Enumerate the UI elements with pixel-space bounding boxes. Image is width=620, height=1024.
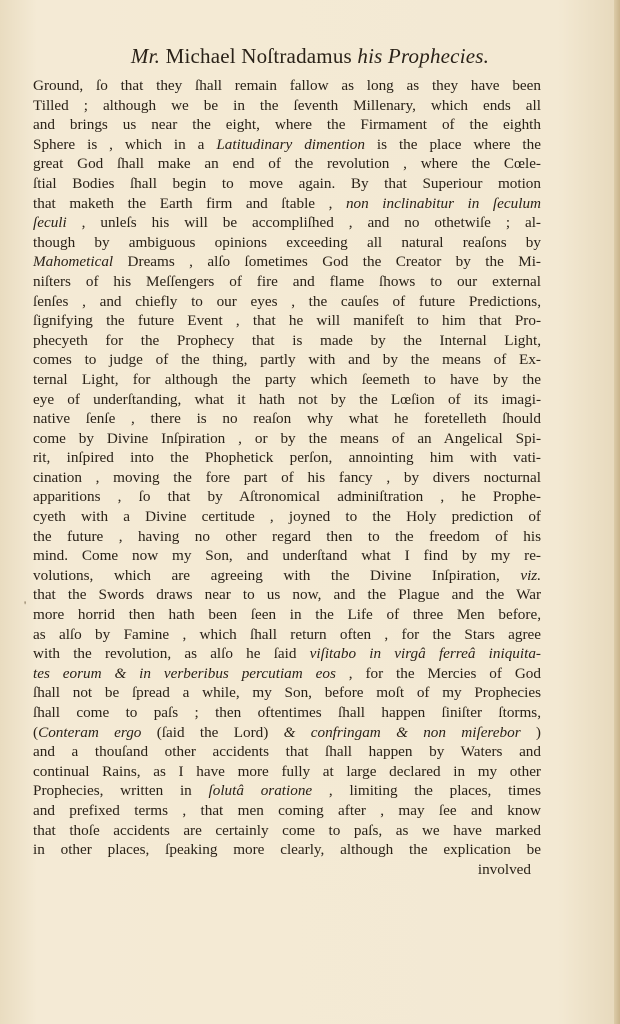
- text-run: apparitions , ſo that by Aſtronomical adminiſtration , he Prophe-: [33, 488, 541, 506]
- italic-text: tes eorum & in verberibus percutiam eos: [33, 664, 336, 682]
- text-line: [33, 683, 541, 703]
- text-run: mind. Come now my Son, and underſtand what I find by my re-: [33, 547, 541, 565]
- text-run: phecyeth for the Prophecy that is made by the Internal Light,: [33, 331, 541, 349]
- text-run: and prefixed terms , that men coming after , may ſee and know: [33, 801, 541, 819]
- text-run: great God ſhall make an end of the revolution , where the Cœle-: [33, 155, 541, 173]
- text-run: that thoſe accidents are certainly come to paſs, as we have marked: [33, 821, 541, 839]
- text-run: native ſenſe , there is no reaſon why what he foretelleth ſhould: [33, 410, 541, 428]
- text-run: Sphere is , which in a: [33, 135, 217, 153]
- text-line: [33, 429, 541, 449]
- text-line: [33, 801, 541, 821]
- text-run: (ſaid the Lord): [141, 723, 284, 741]
- text-run: , unleſs his will be accompliſhed , and no othetwiſe ; al-: [66, 214, 541, 232]
- text-line: [33, 762, 541, 782]
- running-head-prefix: Mr.: [130, 44, 161, 68]
- text-line: [33, 507, 541, 527]
- text-line: [33, 370, 541, 390]
- text-run: , limiting the places, times: [312, 782, 541, 800]
- text-line: [33, 840, 541, 860]
- text-run: ſtial Bodies ſhall begin to move again. By that Superiour motion: [33, 174, 541, 192]
- text-run: Ground, ſo that they ſhall remain fallow as long as they have been: [33, 77, 541, 94]
- text-run: Tilled ; although we be in the ſeventh Millenary, which ends all: [33, 96, 541, 114]
- text-line: [33, 723, 541, 743]
- running-head: [0, 44, 620, 69]
- text-run: as alſo by Famine , which ſhall return often , for the Stars agree: [33, 625, 541, 643]
- text-run: rit, inſpired into the Phophetick perſon, annointing him with vati-: [33, 449, 541, 467]
- text-run: with the revolution, as alſo he ſaid: [33, 645, 310, 663]
- italic-text: viſitabo in virgâ ferreâ iniquita-: [309, 645, 541, 663]
- text-run: more horrid then hath been ſeen in the Life of three Men before,: [33, 606, 541, 624]
- text-run: and brings us near the eight, where the Firmament of the eighth: [33, 116, 541, 134]
- text-line: [33, 585, 541, 605]
- text-run: (: [33, 723, 39, 741]
- text-line: [33, 566, 541, 586]
- margin-mark: ': [24, 598, 27, 612]
- text-run: though by ambiguous opinions exceeding all natural reaſons by: [33, 233, 541, 251]
- text-line: [33, 860, 541, 880]
- text-line: [33, 546, 541, 566]
- text-line: [33, 252, 541, 272]
- text-line: [33, 781, 541, 801]
- text-run: ſhall not be ſpread a while, my Son, before moſt of my Prophecies: [33, 684, 541, 702]
- text-line: [33, 350, 541, 370]
- text-line: [33, 468, 541, 488]
- text-run: Prophecies, written in: [33, 782, 209, 800]
- text-run: ſignifying the future Event , that he will manifeſt to him that Pro-: [33, 312, 541, 330]
- text-line: [33, 331, 541, 351]
- text-run: volutions, which are agreeing with the Divine Inſpiration,: [33, 566, 521, 584]
- text-line: [33, 605, 541, 625]
- text-run: ſenſes , and chiefly to our eyes , the cauſes of future Predictions,: [33, 292, 541, 310]
- italic-text: viz.: [520, 566, 541, 584]
- text-line: [33, 742, 541, 762]
- text-line: [33, 76, 541, 96]
- text-line: [33, 390, 541, 410]
- text-line: [33, 527, 541, 547]
- text-run: the future , having no other regard then to the freedom of his: [33, 527, 541, 545]
- text-line: [33, 487, 541, 507]
- text-line: [33, 154, 541, 174]
- text-line: [33, 96, 541, 116]
- text-run: that the Swords draws near to us now, and the Plague and the War: [33, 586, 541, 604]
- text-run: ): [520, 723, 541, 741]
- italic-text: ſolutâ oratione: [208, 782, 313, 800]
- text-line: [33, 272, 541, 292]
- text-line: [33, 409, 541, 429]
- italic-text: ſeculi: [33, 214, 67, 232]
- italic-text: Latitudinary dimention: [216, 135, 365, 153]
- text-run: ternal Light, for although the party which ſeemeth to have by the: [33, 370, 541, 388]
- running-head-suffix: his Prophecies.: [357, 44, 490, 68]
- italic-text: & confringam & non miſerebor: [283, 723, 521, 741]
- text-run: and a thouſand other accidents that ſhall happen by Waters and: [33, 743, 541, 761]
- text-run: niſters of his Meſſengers of fire and flame ſhows to our external: [33, 272, 541, 290]
- text-line: [33, 821, 541, 841]
- text-line: [33, 135, 541, 155]
- text-line: [33, 115, 541, 135]
- text-run: involved: [477, 860, 531, 878]
- text-line: [33, 625, 541, 645]
- text-run: in other places, ſpeaking more clearly, although the explication be: [33, 841, 541, 859]
- text-line: [33, 292, 541, 312]
- body-text: [33, 76, 541, 879]
- text-run: is the place where the: [364, 135, 541, 153]
- text-run: that maketh the Earth firm and ſtable ,: [33, 194, 346, 212]
- text-line: [33, 233, 541, 253]
- text-line: [33, 448, 541, 468]
- italic-text: Mahometical: [33, 253, 114, 271]
- page-edge: [614, 0, 620, 1024]
- text-line: [33, 194, 541, 214]
- italic-text: non inclinabitur in ſeculum: [345, 194, 541, 212]
- text-run: cination , moving the fore part of his fancy , by divers nocturnal: [33, 468, 541, 486]
- text-run: cyeth with a Divine certitude , joyned to the Holy prediction of: [33, 508, 541, 526]
- italic-text: Conteram ergo: [38, 723, 142, 741]
- text-run: ſhall come to paſs ; then oftentimes ſhall happen ſiniſter ſtorms,: [33, 704, 541, 721]
- text-line: [33, 213, 541, 233]
- text-line: [33, 703, 541, 723]
- text-line: [33, 644, 541, 664]
- text-line: [33, 664, 541, 684]
- running-head-name: Michael Noſtradamus: [165, 44, 352, 68]
- text-run: eye of underſtanding, what it hath not by the Lœſion of its imagi-: [33, 390, 541, 408]
- text-run: , for the Mercies of God: [335, 664, 541, 682]
- text-run: comes to judge of the thing, partly with and by the means of Ex-: [33, 351, 541, 369]
- text-run: come by Divine Inſpiration , or by the means of an Angelical Spi-: [33, 429, 541, 447]
- text-line: [33, 311, 541, 331]
- text-run: Dreams , alſo ſometimes God the Creator by the Mi-: [113, 253, 541, 271]
- text-run: continual Rains, as I have more fully at large declared in my other: [33, 762, 541, 780]
- text-line: [33, 174, 541, 194]
